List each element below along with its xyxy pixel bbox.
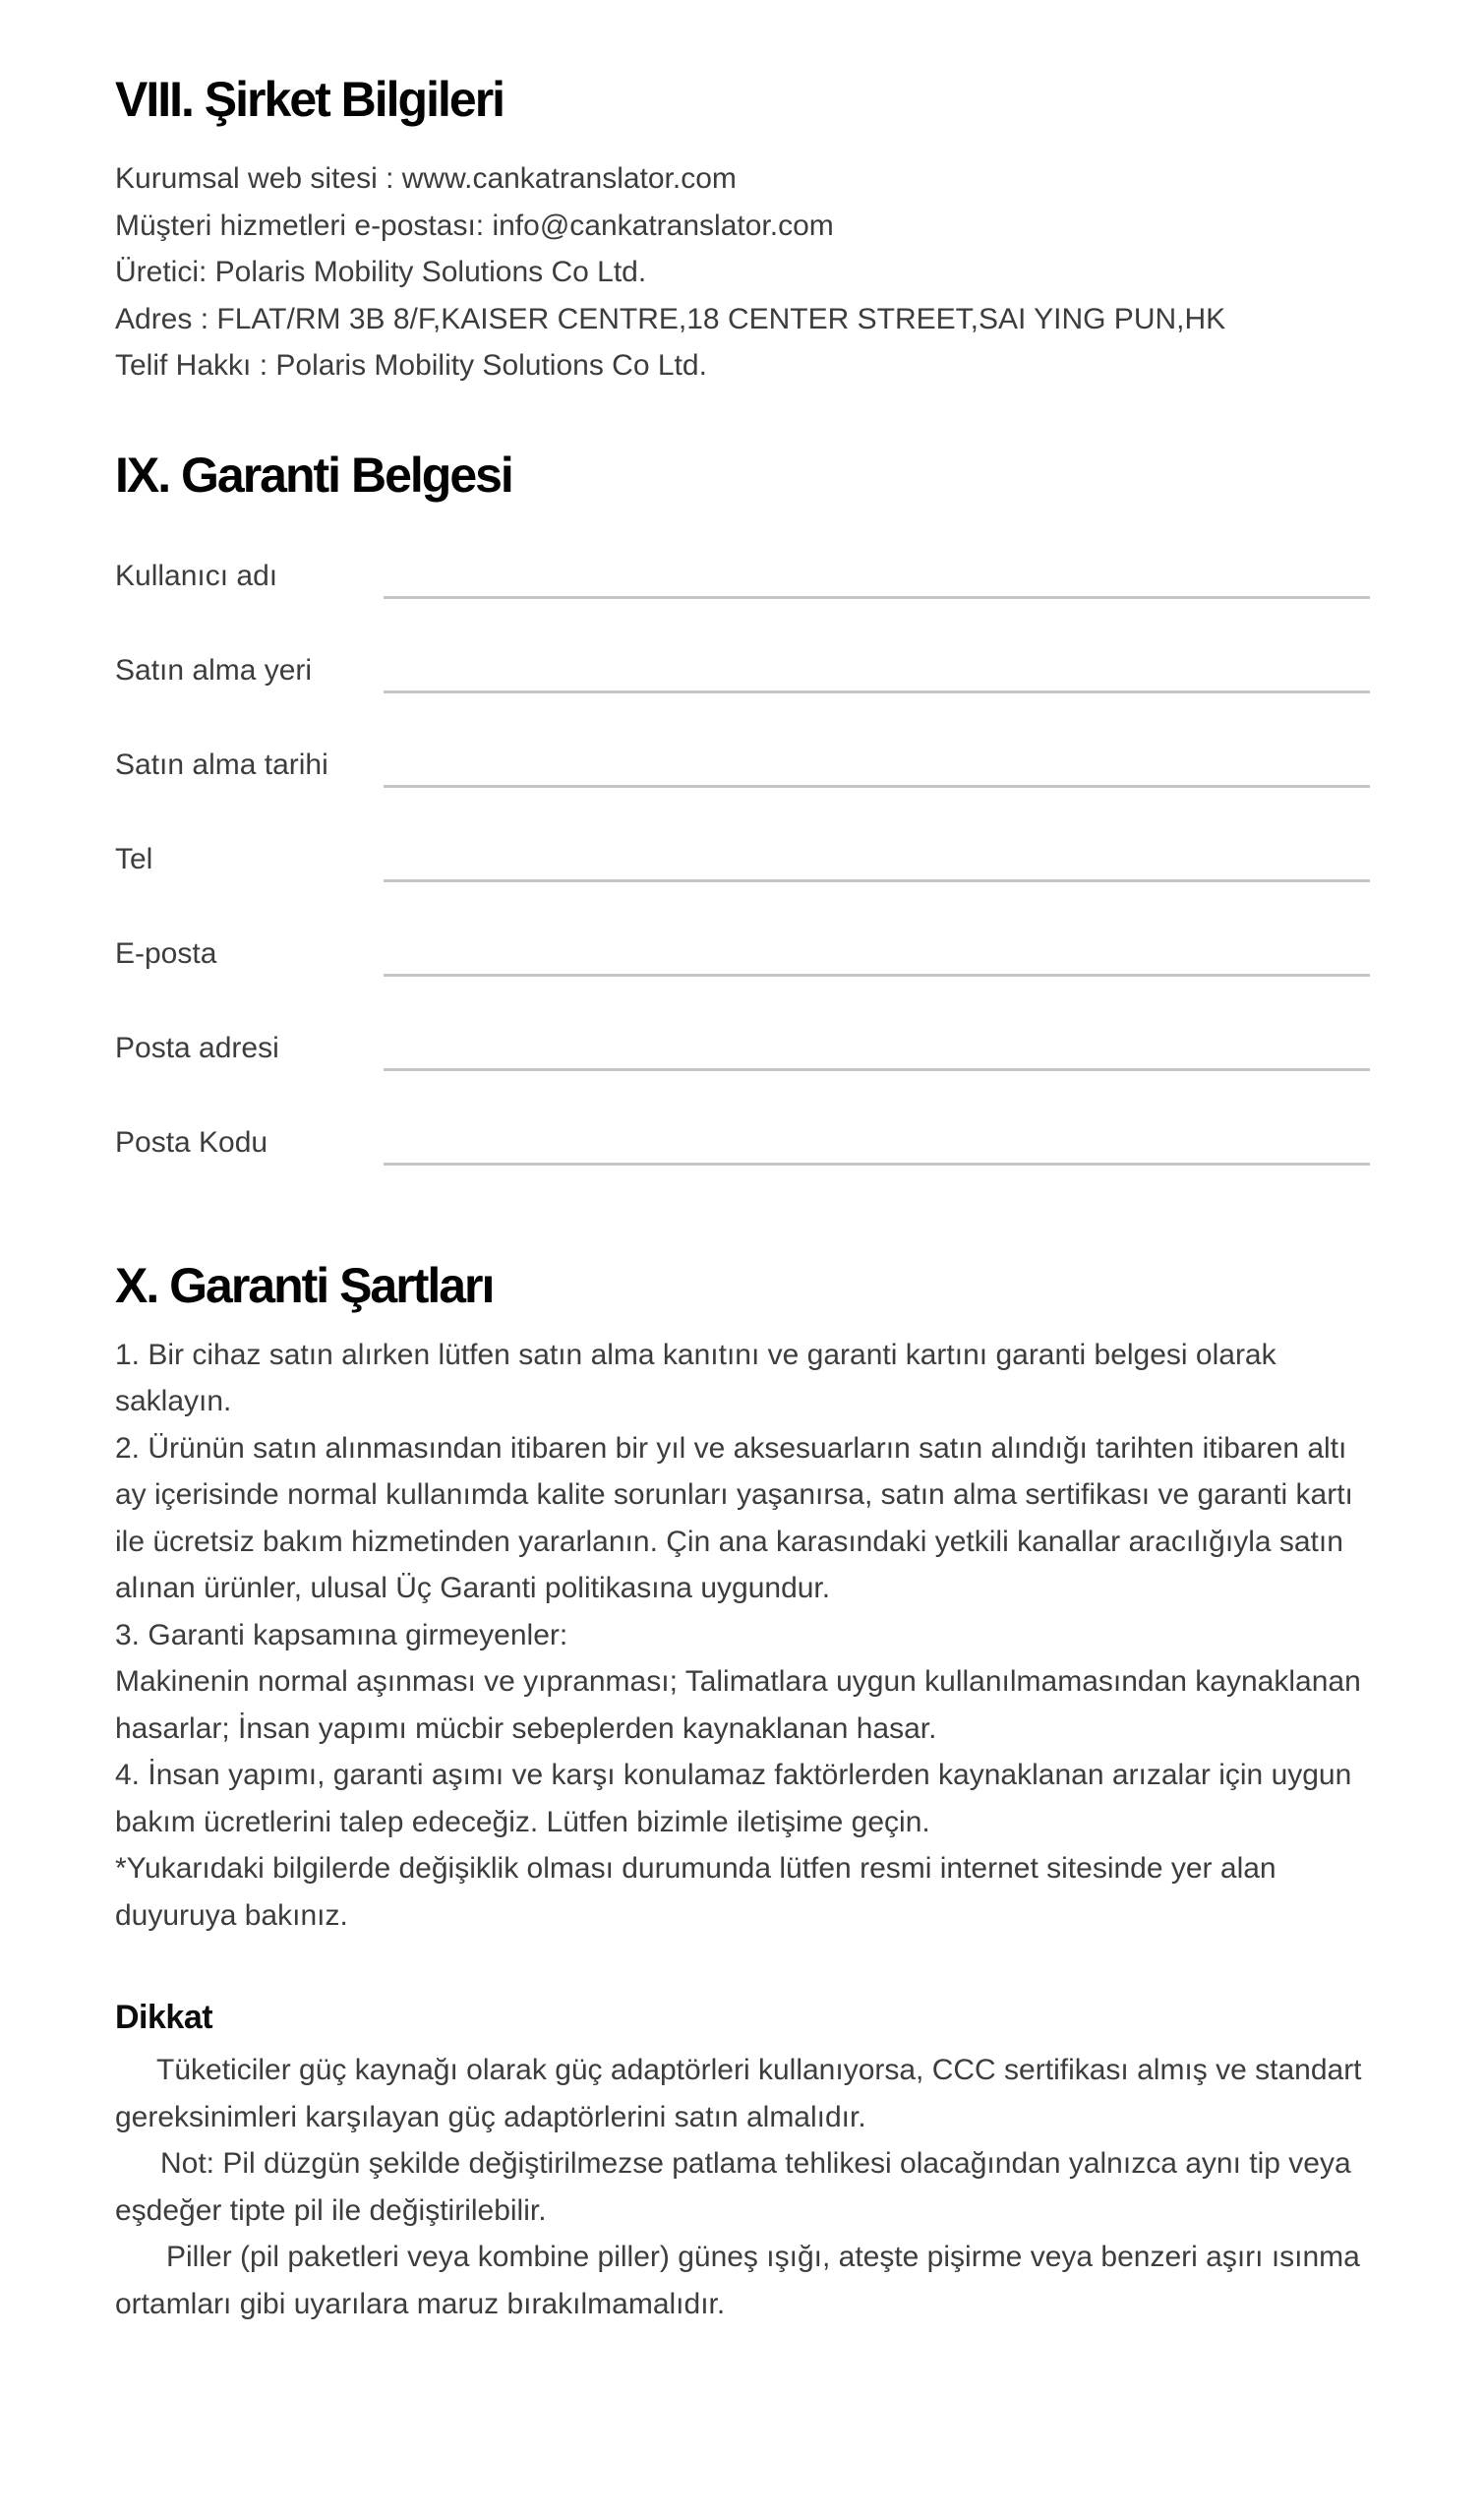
warranty-field-blank-line: [384, 1163, 1370, 1166]
warranty-field-row-purchase-date: [115, 746, 1370, 840]
terms-paragraph-3: 3. Garanti kapsamına girmeyenler:: [115, 1618, 568, 1651]
warranty-terms-heading: X. Garanti Şartları: [115, 1257, 494, 1313]
company-website-line: Kurumsal web sitesi : www.cankatranslator.com: [115, 162, 737, 195]
warranty-terms-paragraphs: [115, 1332, 1370, 1940]
warranty-field-label: E-posta: [115, 936, 217, 970]
warranty-field-row-email: [115, 934, 1370, 1029]
terms-paragraph-6: *Yukarıdaki bilgilerde değişiklik olması durumunda lütfen resmi internet sitesinde yer alan duyuruya bakınız.: [115, 1852, 1276, 1932]
notice-paragraph-battery-replacement: Not: Pil düzgün şekilde değiştirilmezse patlama tehlikesi olacağından yalnızca aynı tip veya eşdeğer tipte pil ile değiştirilebilir.: [115, 2147, 1351, 2227]
warranty-field-label: Kullanıcı adı: [115, 559, 278, 592]
warranty-field-blank-line: [384, 1068, 1370, 1071]
warranty-field-blank-line: [384, 690, 1370, 693]
notice-paragraph-adapters: Tüketiciler güç kaynağı olarak güç adaptörleri kullanıyorsa, CCC sertifikası almış ve standart gereksinimleri karşılayan güç adaptörlerini satın almalıdır.: [115, 2054, 1362, 2133]
section-warranty-terms: [115, 1257, 1370, 1940]
terms-paragraph-1: 1. Bir cihaz satın alırken lütfen satın alma kanıtını ve garanti kartını garanti belgesi olarak saklayın.: [115, 1338, 1276, 1417]
warranty-field-row-purchase-place: [115, 651, 1370, 746]
section-company-info: [115, 71, 1370, 390]
terms-paragraph-2: 2. Ürünün satın alınmasından itibaren bir yıl ve aksesuarların satın alındığı tarihten itibaren altı ay içerisinde normal kullanımda kalite sorunları yaşanırsa, satın alma sertifikası ve garanti kartı ile ücretsiz bakım hizmetinden yararlanın. Çin ana karasındaki yetkili kanallar aracılığıyla satın alınan ürünler, ulusal Üç Garanti politikasına uygundur.: [115, 1431, 1353, 1604]
section-attention-notice: [115, 1998, 1370, 2327]
warranty-field-label: Tel: [115, 842, 153, 875]
warranty-field-label: Posta adresi: [115, 1031, 279, 1064]
warranty-field-row-postal-code: [115, 1123, 1370, 1218]
warranty-field-blank-line: [384, 974, 1370, 977]
warranty-card-form: [115, 557, 1370, 1218]
company-info-heading: VIII. Şirket Bilgileri: [115, 72, 505, 127]
warranty-field-label: Satın alma tarihi: [115, 748, 328, 781]
warranty-field-row-username: [115, 557, 1370, 651]
company-info-lines: [115, 155, 1370, 390]
company-support-email-line: Müşteri hizmetleri e-postası: info@cankatranslator.com: [115, 209, 834, 242]
notice-paragraph-battery-heat: Piller (pil paketleri veya kombine piller) güneş ışığı, ateşte pişirme veya benzeri aşırı ısınma ortamları gibi uyarılara maruz bırakılmamalıdır.: [115, 2241, 1360, 2320]
warranty-field-blank-line: [384, 785, 1370, 788]
company-address-line: Adres : FLAT/RM 3B 8/F,KAISER CENTRE,18 CENTER STREET,SAI YING PUN,HK: [115, 302, 1226, 335]
attention-heading: Dikkat: [115, 1999, 213, 2036]
warranty-field-row-tel: [115, 840, 1370, 934]
warranty-field-label: Posta Kodu: [115, 1125, 268, 1159]
warranty-field-label: Satın alma yeri: [115, 653, 313, 687]
section-warranty-card: [115, 447, 1370, 1218]
warranty-field-blank-line: [384, 879, 1370, 882]
terms-paragraph-5: 4. İnsan yapımı, garanti aşımı ve karşı konulamaz faktörlerden kaynaklanan arızalar için uygun bakım ücretlerini talep edeceğiz. Lütfen bizimle iletişime geçin.: [115, 1759, 1352, 1838]
attention-paragraphs: [115, 2047, 1370, 2327]
warranty-field-blank-line: [384, 596, 1370, 599]
company-copyright-line: Telif Hakkı : Polaris Mobility Solutions Co Ltd.: [115, 349, 707, 382]
warranty-field-row-postal-address: [115, 1029, 1370, 1123]
warranty-card-heading: IX. Garanti Belgesi: [115, 447, 512, 503]
terms-paragraph-4: Makinenin normal aşınması ve yıpranması; Talimatlara uygun kullanılmamasından kaynaklanan hasarlar; İnsan yapımı mücbir sebeplerden kaynaklanan hasar.: [115, 1665, 1361, 1745]
company-manufacturer-line: Üretici: Polaris Mobility Solutions Co Ltd.: [115, 256, 647, 288]
